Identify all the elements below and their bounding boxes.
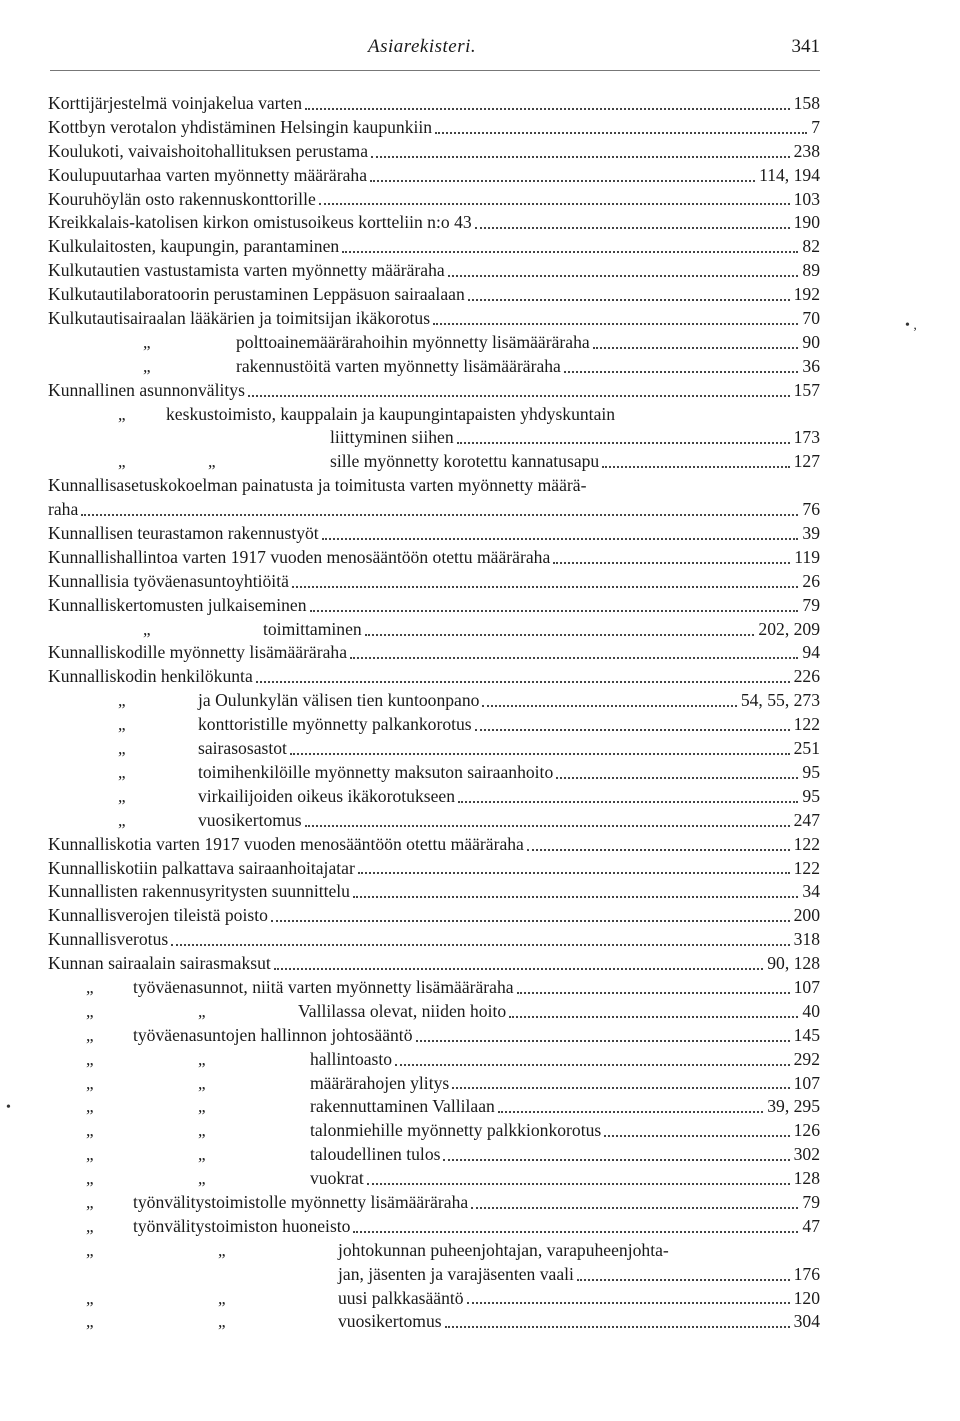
entry-term: Kulkulaitosten, kaupungin, parantaminen — [48, 236, 340, 257]
dot-leader — [556, 761, 798, 779]
ditto-mark: „ — [118, 715, 126, 735]
entry-line — [310, 1167, 820, 1191]
entry-term: keskustoimisto, kauppalain ja kaupungintapaisten yhdyskuntain — [166, 403, 616, 424]
entry-line — [48, 880, 820, 904]
entry-term: Kunnallisverotus — [48, 929, 169, 950]
dot-leader — [305, 92, 790, 110]
index-entry — [48, 880, 820, 904]
ditto-mark: „ — [86, 1025, 94, 1045]
entry-pages: 238 — [793, 140, 820, 161]
entry-term: toimittaminen — [263, 618, 362, 639]
entry-line — [48, 833, 820, 857]
index-entry — [48, 1287, 820, 1311]
index-entry — [48, 857, 820, 881]
index-entry — [48, 140, 820, 164]
index-entry — [48, 785, 820, 809]
index-entry — [48, 1143, 820, 1167]
ditto-mark: „ — [86, 1097, 94, 1117]
entry-line — [236, 355, 820, 379]
entry-line — [48, 928, 820, 952]
entry-pages: 70 — [802, 308, 820, 329]
entry-pages: 127 — [793, 451, 820, 472]
entry-term: työväenasuntojen hallinnon johtosääntö — [133, 1024, 413, 1045]
entry-term: Korttijärjestelmä voinjakelua varten — [48, 93, 303, 113]
dot-leader — [602, 450, 789, 468]
dot-leader — [517, 976, 790, 994]
entry-pages: 79 — [802, 594, 820, 615]
dot-leader — [81, 498, 798, 516]
entry-line — [133, 1215, 820, 1239]
dot-leader — [310, 594, 799, 612]
margin-mark: • — [6, 1100, 11, 1115]
entry-pages: 7 — [811, 116, 820, 137]
entry-pages: 95 — [802, 785, 820, 806]
entry-line — [166, 403, 820, 427]
entry-line — [198, 713, 820, 737]
entry-pages: 128 — [793, 1168, 820, 1189]
ditto-mark: „ — [86, 1145, 94, 1165]
ditto-mark: „ — [118, 762, 126, 782]
entry-term: taloudellinen tulos — [310, 1144, 441, 1165]
entry-line — [198, 809, 820, 833]
index-entry — [48, 761, 820, 785]
dot-leader — [553, 546, 790, 564]
entry-line — [198, 785, 820, 809]
ditto-mark: „ — [86, 1192, 94, 1212]
index-entry — [48, 1095, 820, 1119]
ditto-mark: „ — [143, 619, 151, 639]
ditto-mark: „ — [198, 1073, 206, 1093]
dot-leader — [274, 952, 763, 970]
entry-line — [48, 307, 820, 331]
index-entry — [48, 546, 820, 570]
dot-leader — [371, 140, 790, 158]
dot-leader — [564, 355, 799, 373]
entry-pages: 107 — [793, 1072, 820, 1093]
ditto-mark: „ — [86, 1216, 94, 1236]
index-entry — [48, 92, 820, 116]
entry-line — [48, 474, 820, 498]
index-entry — [48, 928, 820, 952]
entry-line — [48, 522, 820, 546]
entry-term: Kulkutautilaboratoorin perustaminen Leppäsuon sairaalaan — [48, 284, 465, 305]
dot-leader — [475, 713, 790, 731]
entry-line — [310, 1095, 820, 1119]
entry-term: toimihenkilöille myönnetty maksuton sairaanhoito — [198, 761, 554, 782]
dot-leader — [353, 1215, 798, 1233]
dot-leader — [271, 904, 790, 922]
entry-pages: 226 — [793, 666, 820, 687]
dot-leader — [292, 570, 799, 588]
ditto-mark: „ — [118, 404, 126, 424]
entry-term: vuokrat — [310, 1168, 364, 1189]
ditto-mark: „ — [218, 1240, 226, 1260]
entry-term: Kunnallisasetuskokoelman painatusta ja toimitusta varten myönnetty määrä- — [48, 475, 587, 496]
entry-term: työnvälitystoimistolle myönnetty lisämääräraha — [133, 1191, 469, 1212]
entry-pages: 82 — [802, 236, 820, 257]
entry-pages: 39 — [802, 523, 820, 544]
dot-leader — [322, 522, 799, 540]
entry-term: raha — [48, 499, 79, 520]
entry-term: Kreikkalais-katolisen kirkon omistusoikeus kortteliin n:o 43 — [48, 212, 472, 233]
entry-pages: 122 — [793, 714, 820, 735]
entry-line — [48, 857, 820, 881]
entry-pages: 158 — [793, 93, 820, 113]
dot-leader — [171, 928, 789, 946]
entry-pages: 192 — [793, 284, 820, 305]
index-entry — [48, 594, 820, 618]
index-entry — [48, 283, 820, 307]
entry-term: jan, jäsenten ja varajäsenten vaali — [338, 1263, 574, 1284]
ditto-mark: „ — [86, 1240, 94, 1260]
entry-line — [236, 331, 820, 355]
entry-line — [48, 235, 820, 259]
dot-leader — [365, 618, 755, 636]
index-entry — [48, 1191, 820, 1215]
entry-line — [330, 426, 820, 450]
dot-leader — [416, 1024, 790, 1042]
index-entry — [48, 1167, 820, 1191]
entry-term: Kunnalliskodille myönnetty lisämääräraha — [48, 642, 348, 663]
entry-pages: 190 — [793, 212, 820, 233]
entry-line — [133, 976, 820, 1000]
entry-term: Kunnalliskotia varten 1917 vuoden menosääntöön otettu määräraha — [48, 833, 524, 854]
dot-leader — [509, 1000, 798, 1018]
entry-term: ja Oulunkylän välisen tien kuntoonpano — [198, 690, 480, 711]
entry-line — [48, 546, 820, 570]
dot-leader — [395, 1048, 790, 1066]
ditto-mark: „ — [86, 1073, 94, 1093]
index-entry — [48, 426, 820, 450]
entry-pages: 107 — [793, 976, 820, 997]
entry-pages: 90 — [802, 331, 820, 352]
entry-term: rakennustöitä varten myönnetty lisämääräraha — [236, 355, 561, 376]
entry-term: Vallilassa olevat, niiden hoito — [298, 1000, 507, 1021]
dot-leader — [593, 331, 799, 349]
entry-pages: 173 — [793, 427, 820, 448]
index-entry — [48, 618, 820, 642]
entry-pages: 54, 55, 273 — [740, 690, 820, 711]
entry-term: vuosikertomus — [198, 809, 302, 830]
ditto-mark: „ — [86, 1288, 94, 1308]
entry-line — [48, 140, 820, 164]
entry-term: liittyminen siihen — [330, 427, 454, 448]
entry-term: Kunnallishallintoa varten 1917 vuoden menosääntöön otettu määräraha — [48, 546, 551, 567]
entry-pages: 247 — [793, 809, 820, 830]
dot-leader — [498, 1095, 763, 1113]
entry-pages: 122 — [793, 857, 820, 878]
index-entry — [48, 211, 820, 235]
entry-pages: 176 — [793, 1263, 820, 1284]
entry-term: vuosikertomus — [338, 1311, 442, 1332]
ditto-mark: „ — [143, 356, 151, 376]
entry-line — [48, 164, 820, 188]
dot-leader — [290, 737, 790, 755]
entry-pages: 302 — [793, 1144, 820, 1165]
dot-leader — [527, 833, 790, 851]
index-entry — [48, 665, 820, 689]
entry-line — [133, 1191, 820, 1215]
ditto-mark: „ — [86, 1049, 94, 1069]
entry-term: johtokunnan puheenjohtajan, varapuheenjohta- — [338, 1239, 669, 1260]
entry-pages: 119 — [794, 546, 820, 567]
entry-term: Kouruhöylän osto rakennuskonttorille — [48, 188, 316, 209]
entry-pages: 79 — [802, 1191, 820, 1212]
ditto-mark: „ — [86, 1169, 94, 1189]
entry-term: Kunnalliskertomusten julkaiseminen — [48, 594, 307, 615]
index-entry — [48, 379, 820, 403]
entry-line — [48, 594, 820, 618]
entry-line — [310, 1143, 820, 1167]
margin-mark: • , — [905, 318, 917, 333]
entry-term: Kunnan sairaalain sairasmaksut — [48, 953, 271, 974]
index-entry — [48, 1215, 820, 1239]
entry-term: Kunnallinen asunnonvälitys — [48, 379, 245, 400]
entry-line — [48, 570, 820, 594]
index-entry — [48, 833, 820, 857]
entry-pages: 47 — [802, 1215, 820, 1236]
dot-leader — [604, 1119, 789, 1137]
entry-line — [48, 116, 820, 140]
ditto-mark: „ — [118, 452, 126, 472]
entry-pages: 114, 194 — [759, 164, 820, 185]
entry-pages: 145 — [793, 1024, 820, 1045]
index-entry — [48, 689, 820, 713]
ditto-mark: „ — [208, 452, 216, 472]
entry-line — [198, 761, 820, 785]
index-entry — [48, 403, 820, 427]
index-entry — [48, 188, 820, 212]
dot-leader — [342, 235, 798, 253]
header-rule — [50, 70, 820, 71]
index-entry — [48, 1024, 820, 1048]
entry-term: Kunnallisia työväenasuntoyhtiöitä — [48, 570, 289, 591]
dot-leader — [443, 1143, 789, 1161]
ditto-mark: „ — [143, 332, 151, 352]
index-entry — [48, 116, 820, 140]
entry-pages: 89 — [802, 260, 820, 281]
entry-pages: 122 — [793, 833, 820, 854]
index-entry — [48, 1119, 820, 1143]
entry-pages: 251 — [793, 738, 820, 759]
dot-leader — [448, 259, 799, 277]
entry-pages: 94 — [802, 642, 820, 663]
index-entry — [48, 474, 820, 498]
entry-term: konttoristille myönnetty palkankorotus — [198, 714, 472, 735]
entry-pages: 76 — [802, 499, 820, 520]
entry-term: Kunnallisten rakennusyritysten suunnittelu — [48, 881, 350, 902]
entry-term: polttoainemäärärahoihin myönnetty lisämääräraha — [236, 331, 590, 352]
entry-line — [48, 904, 820, 928]
entry-term: Kunnallisen teurastamon rakennustyöt — [48, 523, 319, 544]
dot-leader — [370, 164, 755, 182]
ditto-mark: „ — [86, 1121, 94, 1141]
entry-line — [310, 1119, 820, 1143]
entry-pages: 36 — [802, 355, 820, 376]
index-entry — [48, 1000, 820, 1024]
entry-line — [338, 1263, 820, 1287]
entry-pages: 202, 209 — [758, 618, 820, 639]
entry-term: sille myönnetty korotettu kannatusapu — [330, 451, 600, 472]
ditto-mark: „ — [198, 1097, 206, 1117]
entry-line — [48, 498, 820, 522]
entry-pages: 103 — [793, 188, 820, 209]
entry-line — [48, 665, 820, 689]
entry-line — [48, 188, 820, 212]
ditto-mark: „ — [198, 1001, 206, 1021]
index-entry — [48, 331, 820, 355]
dot-leader — [467, 1287, 790, 1305]
entry-pages: 90, 128 — [767, 953, 820, 974]
dot-leader — [435, 116, 807, 134]
entry-line — [298, 1000, 820, 1024]
entry-term: Koulupuutarhaa varten myönnetty määräraha — [48, 164, 367, 185]
entry-pages: 157 — [793, 379, 820, 400]
subject-index-list — [48, 92, 820, 1334]
page-number: 341 — [791, 36, 820, 57]
index-entry — [48, 809, 820, 833]
index-entry — [48, 1048, 820, 1072]
entry-line — [310, 1072, 820, 1096]
entry-term: työväenasunnot, niitä varten myönnetty lisämääräraha — [133, 976, 514, 997]
entry-term: hallintoasto — [310, 1048, 393, 1069]
entry-line — [133, 1024, 820, 1048]
entry-line — [338, 1239, 820, 1263]
entry-line — [48, 283, 820, 307]
index-entry — [48, 522, 820, 546]
entry-pages: 318 — [793, 929, 820, 950]
dot-leader — [350, 641, 798, 659]
entry-term: määrärahojen ylitys — [310, 1072, 450, 1093]
dot-leader — [457, 426, 790, 444]
entry-term: työnvälitystoimiston huoneisto — [133, 1215, 351, 1236]
index-entry — [48, 235, 820, 259]
ditto-mark: „ — [218, 1312, 226, 1332]
index-entry — [48, 1263, 820, 1287]
entry-term: Kunnalliskodin henkilökunta — [48, 666, 253, 687]
ditto-mark: „ — [198, 1121, 206, 1141]
dot-leader — [458, 785, 798, 803]
entry-pages: 39, 295 — [767, 1096, 820, 1117]
entry-pages: 200 — [793, 905, 820, 926]
entry-line — [198, 689, 820, 713]
ditto-mark: „ — [86, 1312, 94, 1332]
ditto-mark: „ — [198, 1145, 206, 1165]
entry-term: Kottbyn verotalon yhdistäminen Helsingin kaupunkiin — [48, 116, 433, 137]
dot-leader — [319, 188, 790, 206]
dot-leader — [468, 283, 790, 301]
dot-leader — [256, 665, 790, 683]
ditto-mark: „ — [86, 1001, 94, 1021]
entry-line — [198, 737, 820, 761]
entry-term: uusi palkkasääntö — [338, 1287, 464, 1308]
dot-leader — [353, 880, 798, 898]
ditto-mark: „ — [198, 1169, 206, 1189]
dot-leader — [452, 1072, 789, 1090]
entry-pages: 95 — [802, 761, 820, 782]
index-entry — [48, 737, 820, 761]
index-entry — [48, 904, 820, 928]
index-entry — [48, 713, 820, 737]
ditto-mark: „ — [118, 786, 126, 806]
entry-line — [48, 92, 820, 116]
index-entry — [48, 259, 820, 283]
entry-pages: 292 — [793, 1048, 820, 1069]
ditto-mark: „ — [118, 691, 126, 711]
dot-leader — [305, 809, 790, 827]
entry-line — [48, 259, 820, 283]
entry-term: Kulkutautisairaalan lääkärien ja toimitsijan ikäkorotus — [48, 308, 431, 329]
entry-line — [310, 1048, 820, 1072]
entry-line — [48, 379, 820, 403]
page-header — [50, 36, 820, 66]
dot-leader — [471, 1191, 798, 1209]
ditto-mark: „ — [198, 1049, 206, 1069]
dot-leader — [445, 1310, 790, 1328]
entry-term: sairasosastot — [198, 738, 287, 759]
dot-leader — [577, 1263, 790, 1281]
ditto-mark: „ — [118, 739, 126, 759]
entry-term: Kulkutautien vastustamista varten myönnetty määräraha — [48, 260, 445, 281]
dot-leader — [248, 379, 790, 397]
dot-leader — [433, 307, 798, 325]
index-entry — [48, 307, 820, 331]
index-entry — [48, 164, 820, 188]
entry-term: Kunnallisverojen tileistä poisto — [48, 905, 268, 926]
entry-line — [338, 1310, 820, 1334]
entry-term: Koulukoti, vaivaishoitohallituksen perustama — [48, 140, 369, 161]
dot-leader — [358, 857, 790, 875]
index-entry — [48, 498, 820, 522]
running-title: Asiarekisteri. — [368, 36, 477, 57]
index-entry — [48, 1072, 820, 1096]
dot-leader — [475, 211, 790, 229]
index-entry — [48, 1239, 820, 1263]
index-entry — [48, 976, 820, 1000]
entry-line — [48, 211, 820, 235]
entry-pages: 34 — [802, 881, 820, 902]
index-entry — [48, 1310, 820, 1334]
entry-pages: 26 — [802, 570, 820, 591]
entry-pages: 120 — [793, 1287, 820, 1308]
ditto-mark: „ — [86, 977, 94, 997]
ditto-mark: „ — [118, 810, 126, 830]
entry-line — [48, 952, 820, 976]
dot-leader — [367, 1167, 790, 1185]
index-entry — [48, 952, 820, 976]
entry-term: talonmiehille myönnetty palkkionkorotus — [310, 1120, 602, 1141]
entry-line — [338, 1287, 820, 1311]
index-entry — [48, 570, 820, 594]
index-entry — [48, 450, 820, 474]
index-entry — [48, 641, 820, 665]
entry-term: Kunnalliskotiin palkattava sairaanhoitajatar — [48, 857, 355, 878]
entry-line — [330, 450, 820, 474]
entry-term: virkailijoiden oikeus ikäkorotukseen — [198, 785, 456, 806]
entry-term: rakennuttaminen Vallilaan — [310, 1096, 495, 1117]
dot-leader — [482, 689, 736, 707]
entry-pages: 126 — [793, 1120, 820, 1141]
entry-pages: 40 — [802, 1000, 820, 1021]
entry-pages: 304 — [793, 1311, 820, 1332]
ditto-mark: „ — [218, 1288, 226, 1308]
index-entry — [48, 355, 820, 379]
entry-line — [263, 618, 820, 642]
entry-line — [48, 641, 820, 665]
